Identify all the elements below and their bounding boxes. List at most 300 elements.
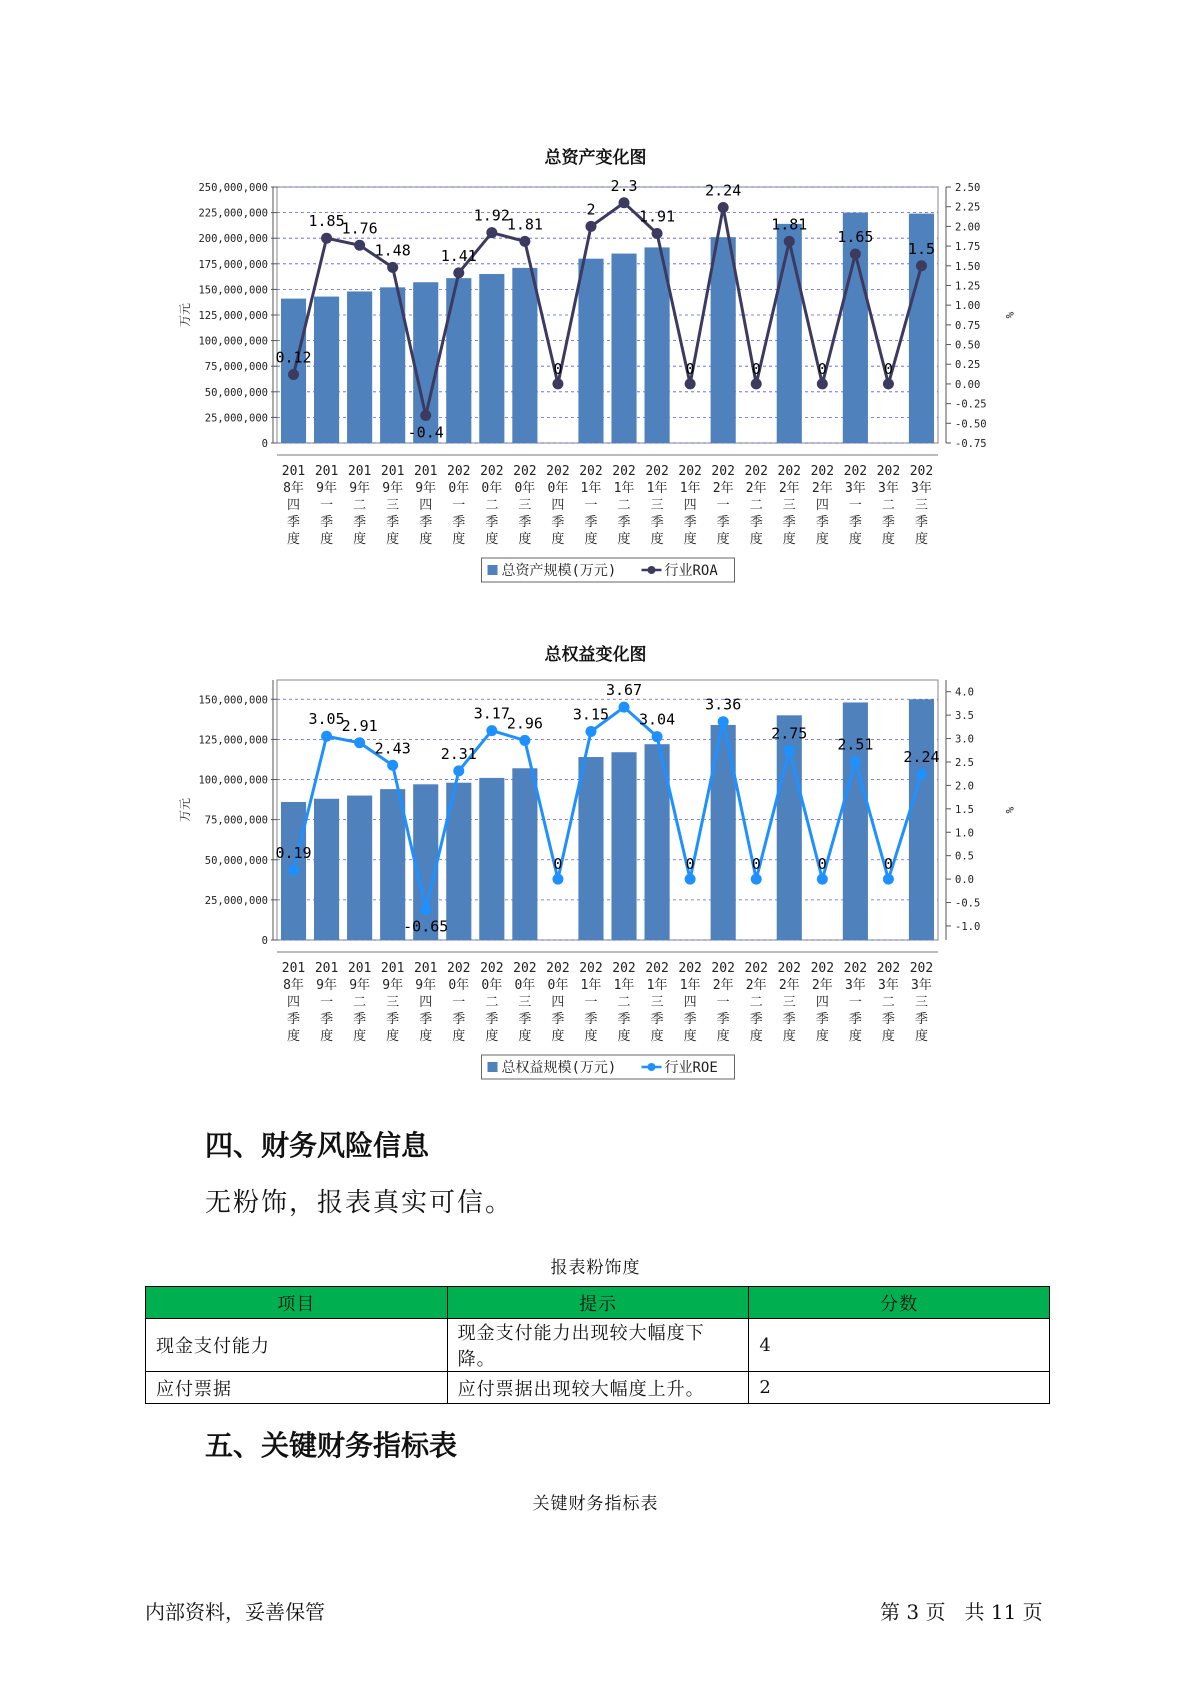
category-label: 度 <box>683 1029 697 1044</box>
data-label: 2.51 <box>837 735 874 754</box>
category-label: 2年 <box>811 978 833 993</box>
footer-confidential: 内部资料，妥善保管 <box>145 1600 325 1624</box>
right-tick-label: 2.5 <box>955 756 974 769</box>
category-label: 季 <box>650 1012 664 1027</box>
category-label: 四 <box>551 995 565 1010</box>
category-label: 0年 <box>514 481 536 496</box>
bar <box>777 224 802 443</box>
category-label: 202 <box>810 464 835 479</box>
category-label: 度 <box>683 532 697 547</box>
right-tick-label: 3.5 <box>955 710 974 723</box>
left-tick-label: 0 <box>261 935 268 947</box>
left-tick-label: 150,000,000 <box>198 694 268 707</box>
data-label: 3.17 <box>473 704 510 723</box>
category-label: 季 <box>419 515 433 530</box>
data-label: 2.3 <box>610 176 638 195</box>
category-label: 9年 <box>316 481 337 496</box>
category-label: 9年 <box>349 481 371 496</box>
line-point <box>519 236 530 247</box>
category-label: 201 <box>413 464 438 479</box>
data-label: 2.24 <box>903 748 940 767</box>
right-tick-label: 2.50 <box>955 182 981 194</box>
category-label: 四 <box>551 498 565 513</box>
category-label: 9年 <box>349 978 371 993</box>
category-label: 二 <box>617 498 631 513</box>
line-point <box>751 378 762 389</box>
category-label: 202 <box>909 464 934 479</box>
category-label: 四 <box>419 498 433 513</box>
category-label: 1年 <box>679 978 701 993</box>
category-label: 度 <box>287 1029 301 1044</box>
cell-item: 现金支付能力 <box>146 1319 448 1372</box>
category-label: 度 <box>716 1029 730 1044</box>
category-label: 季 <box>617 1012 631 1027</box>
category-label: 一 <box>716 498 730 513</box>
line-point <box>784 745 795 756</box>
right-tick-label: -1.0 <box>955 920 981 933</box>
data-label: 3.36 <box>705 695 742 714</box>
line-point <box>453 765 464 776</box>
category-label: 四 <box>815 498 829 513</box>
category-label: 度 <box>419 532 433 547</box>
line-point <box>552 874 563 885</box>
line-point <box>387 262 398 273</box>
category-label: 季 <box>914 515 928 530</box>
line-point <box>585 726 596 737</box>
category-label: 度 <box>452 1029 466 1044</box>
data-label: 0 <box>817 359 827 378</box>
right-tick-label: 0.5 <box>955 850 974 863</box>
category-label: 三 <box>782 498 796 513</box>
data-label: 1.91 <box>639 207 676 226</box>
data-label: 3.67 <box>605 681 643 700</box>
category-label: 度 <box>551 1029 565 1044</box>
line-point <box>883 378 894 389</box>
category-label: 一 <box>584 995 598 1010</box>
line-point <box>817 378 828 389</box>
category-label: 度 <box>386 1029 400 1044</box>
category-label: 二 <box>881 498 895 513</box>
category-label: 季 <box>716 1012 730 1027</box>
category-label: 1年 <box>646 481 668 496</box>
data-label: 1.92 <box>473 206 510 225</box>
line-point <box>652 228 663 239</box>
data-label: 0 <box>685 855 695 874</box>
category-label: 季 <box>683 515 697 530</box>
left-axis-label: 万元 <box>178 797 192 823</box>
category-label: 季 <box>386 515 400 530</box>
category-label: 一 <box>584 498 598 513</box>
line-point <box>652 731 663 742</box>
category-label: 度 <box>914 1029 928 1044</box>
left-tick-label: 100,000,000 <box>198 774 268 787</box>
category-label: 二 <box>617 995 631 1010</box>
category-label: 四 <box>419 995 433 1010</box>
category-label: 季 <box>320 515 334 530</box>
category-label: 度 <box>914 532 928 547</box>
data-label: 0.19 <box>275 844 312 863</box>
category-label: 202 <box>612 961 636 976</box>
line-point <box>354 737 365 748</box>
category-label: 2年 <box>712 481 734 496</box>
category-label: 3年 <box>844 481 866 496</box>
category-label: 一 <box>320 498 334 513</box>
category-label: 9年 <box>382 978 404 993</box>
category-label: 202 <box>480 464 504 479</box>
category-label: 度 <box>584 532 598 547</box>
right-axis-label: % <box>1003 311 1016 319</box>
category-label: 201 <box>347 961 372 976</box>
line-point <box>850 248 861 259</box>
category-label: 季 <box>815 1012 829 1027</box>
bar <box>909 699 934 940</box>
footer-page-number: 第 3 页 共 11 页 <box>880 1600 1043 1624</box>
category-label: 季 <box>914 1012 928 1027</box>
category-label: 201 <box>281 961 306 976</box>
bar <box>611 254 636 443</box>
category-label: 3年 <box>878 481 899 496</box>
right-tick-label: 0.00 <box>955 378 981 391</box>
left-tick-label: 75,000,000 <box>204 814 268 827</box>
legend-line-marker <box>648 1063 656 1071</box>
table-row <box>146 1372 1050 1404</box>
line-point <box>916 769 927 780</box>
header-score: 分数 <box>749 1287 1050 1319</box>
category-label: 二 <box>749 498 763 513</box>
category-label: 季 <box>452 515 466 530</box>
bar <box>314 799 339 940</box>
legend-bar-label: 总权益规模(万元) <box>501 1060 617 1076</box>
category-label: 202 <box>810 961 835 976</box>
data-label: 1.41 <box>440 246 477 265</box>
bar <box>512 268 537 443</box>
risk-table <box>145 1286 1050 1404</box>
data-label: 2 <box>586 200 596 219</box>
category-label: 9年 <box>415 978 437 993</box>
right-tick-label: -0.75 <box>955 438 987 450</box>
category-label: 201 <box>413 961 438 976</box>
category-label: 2年 <box>811 481 833 496</box>
left-tick-label: 200,000,000 <box>198 233 268 246</box>
line-point <box>354 240 365 251</box>
category-label: 季 <box>518 1012 532 1027</box>
bar <box>578 259 603 443</box>
category-label: 季 <box>749 1012 763 1027</box>
line-point <box>850 756 861 767</box>
category-label: 202 <box>843 961 868 976</box>
category-label: 201 <box>314 464 339 479</box>
category-label: 三 <box>386 498 400 513</box>
category-label: 二 <box>353 995 367 1010</box>
category-label: 度 <box>353 1029 367 1044</box>
category-label: 季 <box>287 515 301 530</box>
category-label: 1年 <box>580 978 602 993</box>
cell-hint: 现金支付能力出现较大幅度下降。 <box>447 1319 749 1372</box>
bar <box>380 789 405 940</box>
category-label: 度 <box>749 1029 763 1044</box>
category-label: 度 <box>782 1029 796 1044</box>
category-label: 201 <box>281 464 306 479</box>
category-label: 2年 <box>745 481 767 496</box>
category-label: 3年 <box>878 978 899 993</box>
category-label: 季 <box>551 1012 565 1027</box>
data-label: 0 <box>883 359 893 378</box>
category-label: 202 <box>612 464 636 479</box>
category-label: 度 <box>815 1029 829 1044</box>
category-label: 季 <box>815 515 829 530</box>
category-label: 202 <box>480 961 504 976</box>
category-label: 202 <box>645 464 669 479</box>
category-label: 季 <box>320 1012 334 1027</box>
left-tick-label: 150,000,000 <box>198 284 268 297</box>
category-label: 二 <box>881 995 895 1010</box>
category-label: 一 <box>848 995 862 1010</box>
left-tick-label: 100,000,000 <box>198 335 268 348</box>
bar <box>578 757 603 940</box>
right-tick-label: 1.0 <box>955 827 974 840</box>
data-label: 2.43 <box>374 739 411 758</box>
chart1-title: 总资产变化图 <box>544 148 647 168</box>
category-label: 三 <box>650 498 664 513</box>
category-label: 202 <box>711 961 735 976</box>
category-label: 度 <box>485 532 499 547</box>
category-label: 季 <box>782 1012 796 1027</box>
bar <box>611 752 636 940</box>
data-label: 1.48 <box>374 241 411 260</box>
category-label: 一 <box>452 498 466 513</box>
left-tick-label: 25,000,000 <box>204 894 268 907</box>
category-label: 0年 <box>448 978 470 993</box>
category-label: 2年 <box>778 978 800 993</box>
category-label: 季 <box>683 1012 697 1027</box>
category-label: 度 <box>551 532 565 547</box>
category-label: 202 <box>843 464 868 479</box>
category-label: 度 <box>287 532 301 547</box>
category-label: 2年 <box>712 978 734 993</box>
category-label: 202 <box>909 961 934 976</box>
category-label: 0年 <box>547 978 569 993</box>
category-label: 三 <box>650 995 664 1010</box>
left-tick-label: 125,000,000 <box>198 734 268 747</box>
category-label: 0年 <box>448 481 470 496</box>
right-axis-label: % <box>1003 806 1016 814</box>
data-label: 3.04 <box>639 710 676 729</box>
category-label: 度 <box>782 532 796 547</box>
right-tick-label: 0.75 <box>955 319 981 332</box>
category-label: 202 <box>777 464 802 479</box>
category-label: 四 <box>683 995 697 1010</box>
right-tick-label: 4.0 <box>955 686 974 699</box>
category-label: 202 <box>579 961 603 976</box>
bar <box>347 291 372 443</box>
right-tick-label: 3.0 <box>955 733 974 746</box>
left-tick-label: 50,000,000 <box>204 854 268 867</box>
data-label: -0.65 <box>403 917 449 936</box>
right-tick-label: 1.50 <box>955 260 981 273</box>
line-point <box>685 874 696 885</box>
category-label: 202 <box>645 961 669 976</box>
category-label: 三 <box>914 498 928 513</box>
category-label: 度 <box>815 532 829 547</box>
line-point <box>486 227 497 238</box>
category-label: 202 <box>447 464 471 479</box>
category-label: 季 <box>353 1012 367 1027</box>
category-label: 度 <box>881 1029 895 1044</box>
cell-item: 应付票据 <box>146 1372 448 1404</box>
data-label: 0.12 <box>275 348 312 367</box>
data-label: 0 <box>751 855 761 874</box>
category-label: 季 <box>485 1012 499 1027</box>
right-tick-label: 1.75 <box>955 241 981 254</box>
bar <box>347 796 372 940</box>
cell-score: 4 <box>749 1319 1050 1372</box>
bar <box>843 213 868 443</box>
category-label: 1年 <box>613 481 635 496</box>
category-label: 季 <box>452 1012 466 1027</box>
category-label: 1年 <box>646 978 668 993</box>
category-label: 季 <box>287 1012 301 1027</box>
line-point <box>916 260 927 271</box>
bar <box>479 274 504 443</box>
line-point <box>288 865 299 876</box>
right-tick-label: 0.0 <box>955 874 974 887</box>
category-label: 202 <box>579 464 603 479</box>
category-label: 季 <box>518 515 532 530</box>
section4-heading: 四、财务风险信息 <box>205 1129 430 1162</box>
category-label: 0年 <box>481 978 503 993</box>
category-label: 三 <box>386 995 400 1010</box>
category-label: 季 <box>749 515 763 530</box>
category-label: 9年 <box>316 978 337 993</box>
right-tick-label: 0.25 <box>955 359 981 372</box>
category-label: 季 <box>419 1012 433 1027</box>
bar <box>711 237 736 443</box>
category-label: 季 <box>551 515 565 530</box>
left-tick-label: 75,000,000 <box>204 361 268 374</box>
category-label: 8年 <box>283 481 304 496</box>
data-label: 0 <box>817 855 827 874</box>
category-label: 季 <box>716 515 730 530</box>
category-label: 季 <box>353 515 367 530</box>
category-label: 0年 <box>547 481 569 496</box>
category-label: 季 <box>584 515 598 530</box>
data-label: 0 <box>751 359 761 378</box>
line-point <box>552 378 563 389</box>
data-label: 2.75 <box>771 724 808 743</box>
category-label: 一 <box>452 995 466 1010</box>
category-label: 度 <box>881 532 895 547</box>
line-point <box>519 735 530 746</box>
line-point <box>619 197 630 208</box>
right-tick-label: 2.25 <box>955 201 981 214</box>
category-label: 季 <box>617 515 631 530</box>
category-label: 202 <box>447 961 471 976</box>
category-label: 度 <box>848 532 862 547</box>
category-label: 二 <box>485 498 499 513</box>
category-label: 3年 <box>844 978 866 993</box>
table-row <box>146 1319 1050 1372</box>
category-label: 三 <box>518 498 532 513</box>
category-label: 9年 <box>382 481 404 496</box>
legend-bar-swatch <box>488 1062 498 1072</box>
category-label: 度 <box>617 1029 631 1044</box>
category-label: 202 <box>513 961 537 976</box>
line-point <box>817 874 828 885</box>
category-label: 0年 <box>481 481 503 496</box>
category-label: 201 <box>347 464 372 479</box>
category-label: 四 <box>287 498 301 513</box>
category-label: 季 <box>782 515 796 530</box>
category-label: 202 <box>678 961 702 976</box>
category-label: 季 <box>881 1012 895 1027</box>
legend-bar-label: 总资产规模(万元) <box>501 563 617 579</box>
line-point <box>453 267 464 278</box>
category-label: 季 <box>848 1012 862 1027</box>
category-label: 四 <box>815 995 829 1010</box>
section4-text: 无粉饰，报表真实可信。 <box>205 1188 514 1218</box>
cell-hint: 应付票据出现较大幅度上升。 <box>447 1372 749 1404</box>
category-label: 度 <box>452 532 466 547</box>
category-label: 度 <box>650 1029 664 1044</box>
category-label: 202 <box>546 961 570 976</box>
line-point <box>420 904 431 915</box>
category-label: 202 <box>513 464 537 479</box>
category-label: 度 <box>749 532 763 547</box>
data-label: 3.15 <box>572 705 610 724</box>
category-label: 9年 <box>415 481 437 496</box>
line-point <box>585 221 596 232</box>
category-label: 度 <box>320 1029 334 1044</box>
line-point <box>685 378 696 389</box>
category-label: 季 <box>485 515 499 530</box>
total-equity-chart <box>0 672 1191 1122</box>
right-tick-label: 2.00 <box>955 221 981 234</box>
left-tick-label: 225,000,000 <box>198 207 268 220</box>
data-label: 1.5 <box>907 239 936 258</box>
category-label: 一 <box>320 995 334 1010</box>
category-label: 二 <box>749 995 763 1010</box>
category-label: 季 <box>881 515 895 530</box>
category-label: 201 <box>380 464 405 479</box>
right-tick-label: -0.50 <box>955 418 987 431</box>
category-label: 202 <box>546 464 570 479</box>
category-label: 度 <box>518 1029 532 1044</box>
category-label: 3年 <box>911 978 932 993</box>
total-assets-chart <box>0 175 1191 625</box>
category-label: 201 <box>314 961 339 976</box>
bar <box>314 297 339 443</box>
cell-score: 2 <box>749 1372 1050 1404</box>
line-point <box>619 702 630 713</box>
category-label: 一 <box>716 995 730 1010</box>
bar <box>512 768 537 940</box>
category-label: 一 <box>848 498 862 513</box>
data-label: 0 <box>685 359 695 378</box>
data-label: 3.05 <box>308 710 345 729</box>
category-label: 0年 <box>514 978 536 993</box>
right-tick-label: 1.25 <box>955 280 981 293</box>
category-label: 度 <box>848 1029 862 1044</box>
category-label: 202 <box>711 464 735 479</box>
category-label: 三 <box>914 995 928 1010</box>
bar <box>446 278 471 443</box>
legend-line-marker <box>648 566 656 574</box>
category-label: 三 <box>782 995 796 1010</box>
left-axis-label: 万元 <box>178 302 192 328</box>
category-label: 度 <box>419 1029 433 1044</box>
line-point <box>387 760 398 771</box>
category-label: 季 <box>584 1012 598 1027</box>
